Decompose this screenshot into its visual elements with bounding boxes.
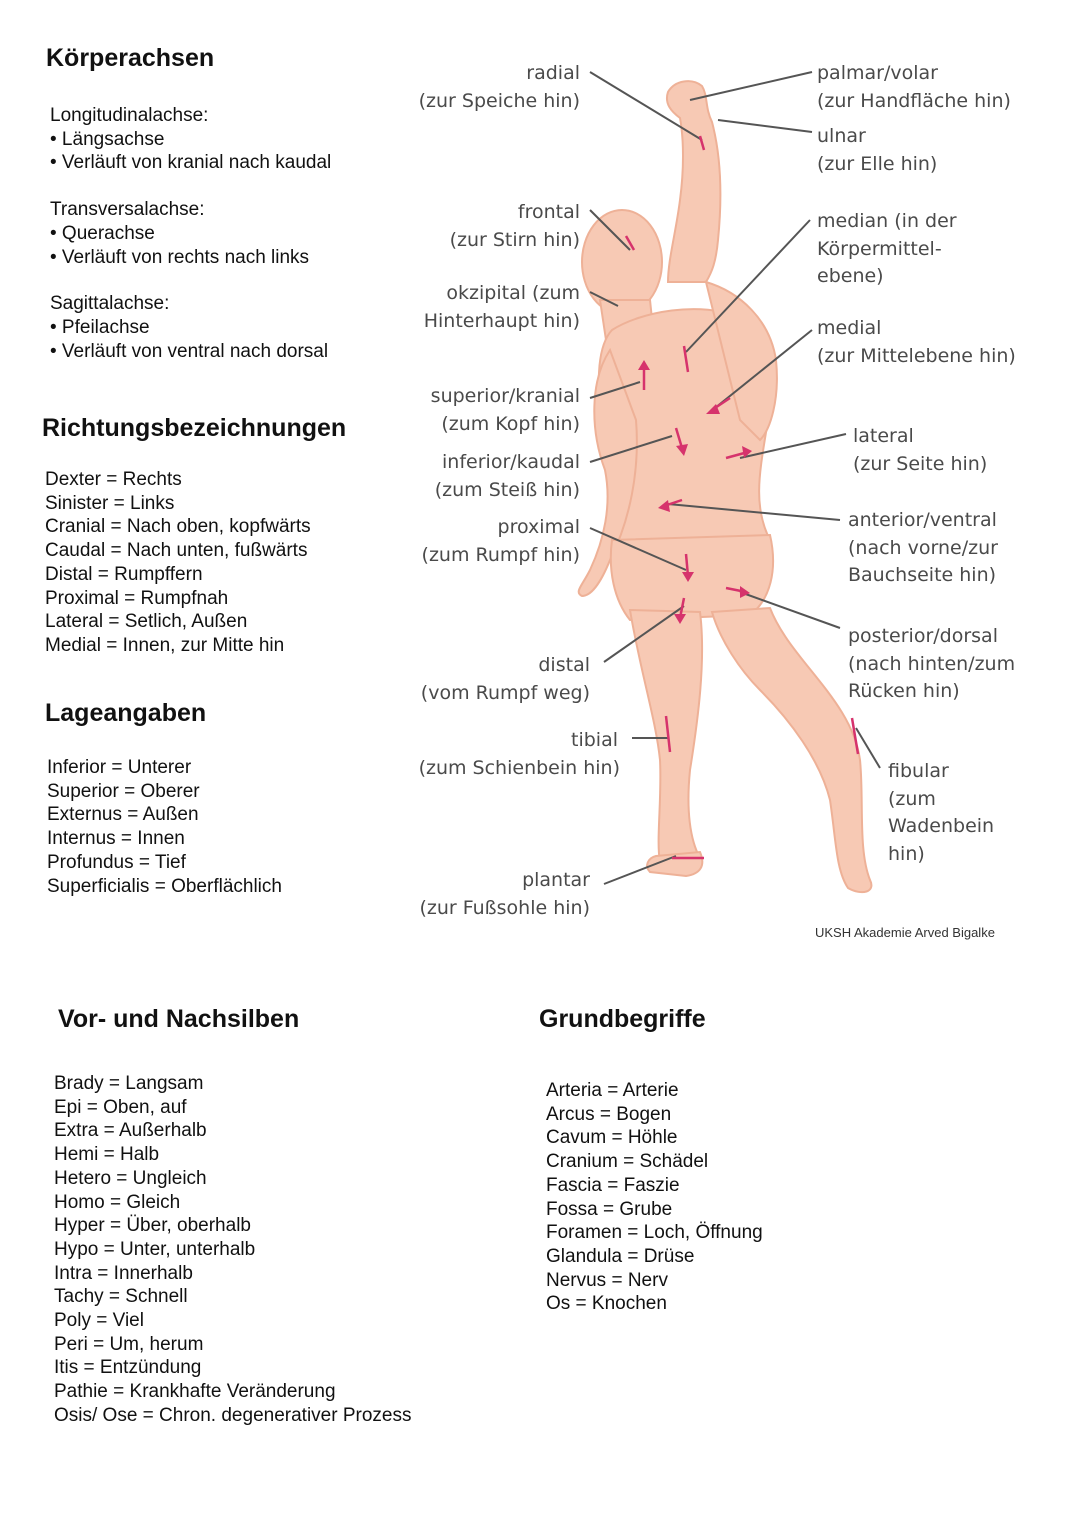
list-item: Proximal = Rumpfnah [45,587,229,609]
axis-item: • Verläuft von rechts nach links [50,246,310,268]
heading-koerperachsen: Körperachsen [46,44,215,72]
list-item: Hypo = Unter, unterhalb [54,1238,256,1260]
axis-item: • Verläuft von ventral nach dorsal [50,340,329,362]
label-desc: (zum Steiß hin) [434,478,580,501]
label-term: lateral [853,425,914,447]
label-posterior [848,623,1015,706]
list-item: Superficialis = Oberflächlich [47,875,282,897]
list-item: Cavum = Höhle [546,1127,678,1149]
affix-list [54,1072,411,1428]
list-item: Glandula = Drüse [546,1245,695,1267]
label-plantar [400,867,590,922]
list-item: Profundus = Tief [47,851,186,873]
label-desc: (zum Schienbein hin) [418,756,620,779]
list-item: Sinister = Links [45,492,175,514]
basic-terms-list [546,1079,763,1316]
axis-name: Transversalachse: [50,199,205,221]
label-desc: (zur Stirn hin) [449,228,580,251]
list-item: Epi = Oben, auf [54,1096,187,1118]
list-item: Brady = Langsam [54,1073,204,1094]
list-item: Pathie = Krankhafte Veränderung [54,1381,336,1403]
list-item: Peri = Um, herum [54,1333,204,1355]
label-proximal [400,514,580,569]
list-item: Tachy = Schnell [54,1286,188,1308]
label-desc: (zum [888,787,936,810]
axis-name: Longitudinalachse: [50,105,209,126]
list-item: Hemi = Halb [54,1144,160,1166]
label-term: tibial [571,729,618,751]
label-desc: (zur Fußsohle hin) [419,896,590,919]
list-item: Superior = Oberer [47,780,200,802]
list-item: Extra = Außerhalb [54,1120,207,1142]
axis-item: • Pfeilachse [50,316,150,338]
label-radial [410,60,580,115]
list-item: Poly = Viel [54,1310,144,1332]
label-term: superior/kranial [430,385,580,407]
label-desc: Bauchseite hin) [848,564,997,586]
label-median [817,208,957,291]
list-item: Lateral = Setlich, Außen [45,611,248,633]
list-item: Arteria = Arterie [546,1080,679,1101]
label-desc: (vom Rumpf weg) [420,681,590,704]
list-item: Homo = Gleich [54,1191,181,1213]
heading-lageangaben: Lageangaben [45,699,207,727]
label-term: palmar/volar [817,62,938,84]
label-desc: (zur Speiche hin) [418,89,580,112]
list-item: Medial = Innen, zur Mitte hin [45,634,285,656]
body-illustration [579,81,872,892]
axis-name: Sagittalachse: [50,293,170,315]
label-term: okzipital (zum [446,282,580,304]
label-frontal [410,199,580,254]
label-desc: (zur Mittelebene hin) [817,344,1016,367]
label-term: anterior/ventral [848,509,997,531]
axis-item: • Querachse [50,222,155,244]
list-item: Caudal = Nach unten, fußwärts [45,540,308,562]
label-inferior [400,449,580,504]
label-ulnar [817,123,937,178]
label-desc: (zur Handfläche hin) [817,89,1011,112]
label-distal [400,652,590,707]
label-term: fibular [888,760,949,782]
list-item: Intra = Innerhalb [54,1262,193,1284]
image-credit: UKSH Akademie Arved Bigalke [815,925,995,940]
list-item: Foramen = Loch, Öffnung [546,1222,763,1244]
label-desc: (nach hinten/zum [848,652,1016,675]
label-term: ulnar [817,125,866,147]
label-term: inferior/kaudal [442,451,580,473]
list-item: Distal = Rumpffern [45,563,203,585]
list-item: Fossa = Grube [546,1198,673,1220]
list-item: Cranium = Schädel [546,1151,709,1173]
list-item: Dexter = Rechts [45,469,182,490]
list-item: Hetero = Ungleich [54,1167,207,1189]
label-term: proximal [497,516,580,538]
list-item: Hyper = Über, oberhalb [54,1215,251,1237]
list-item: Inferior = Unterer [47,757,192,778]
label-term: medial [817,317,882,339]
label-desc: (zum Rumpf hin) [421,543,580,566]
label-desc: Körpermittel- [817,237,942,260]
list-item: Arcus = Bogen [546,1103,672,1125]
label-lateral [853,423,987,478]
heading-vor-nachsilben: Vor- und Nachsilben [58,1005,300,1033]
label-desc: hin) [888,842,925,865]
label-medial [817,315,1016,370]
axis-item: • Längsachse [50,128,165,150]
label-term: distal [538,654,590,676]
list-item: Itis = Entzündung [54,1357,202,1379]
label-term: plantar [522,869,590,891]
label-tibial [400,727,620,782]
label-desc: Wadenbein [888,815,995,837]
heading-richtungsbezeichnungen: Richtungsbezeichnungen [42,414,347,442]
label-term: posterior/dorsal [848,625,998,647]
label-desc: ebene) [817,265,884,287]
list-item: Externus = Außen [47,804,199,826]
label-fibular [888,758,994,868]
list-item: Cranial = Nach oben, kopfwärts [45,516,311,538]
label-desc: (zur Elle hin) [817,152,938,175]
label-desc: (nach vorne/zur [848,536,998,559]
heading-grundbegriffe: Grundbegriffe [539,1005,706,1033]
list-item: Internus = Innen [47,828,185,850]
label-desc: Rücken hin) [848,680,960,702]
label-superior [400,383,580,438]
label-anterior [848,507,998,590]
label-desc: Hinterhaupt hin) [423,309,580,332]
list-item: Osis/ Ose = Chron. degenerativer Prozess [54,1404,412,1426]
label-term: median (in der [817,210,957,232]
list-item: Os = Knochen [546,1293,667,1315]
label-desc: (zum Kopf hin) [441,412,580,435]
label-palmar [817,60,1011,115]
label-term: frontal [517,201,580,223]
axis-item: • Verläuft von kranial nach kaudal [50,152,332,174]
label-term: radial [526,62,580,84]
label-desc: (zur Seite hin) [853,452,988,475]
list-item: Nervus = Nerv [546,1269,668,1291]
list-item: Fascia = Faszie [546,1174,680,1196]
label-okzipital [400,280,580,335]
